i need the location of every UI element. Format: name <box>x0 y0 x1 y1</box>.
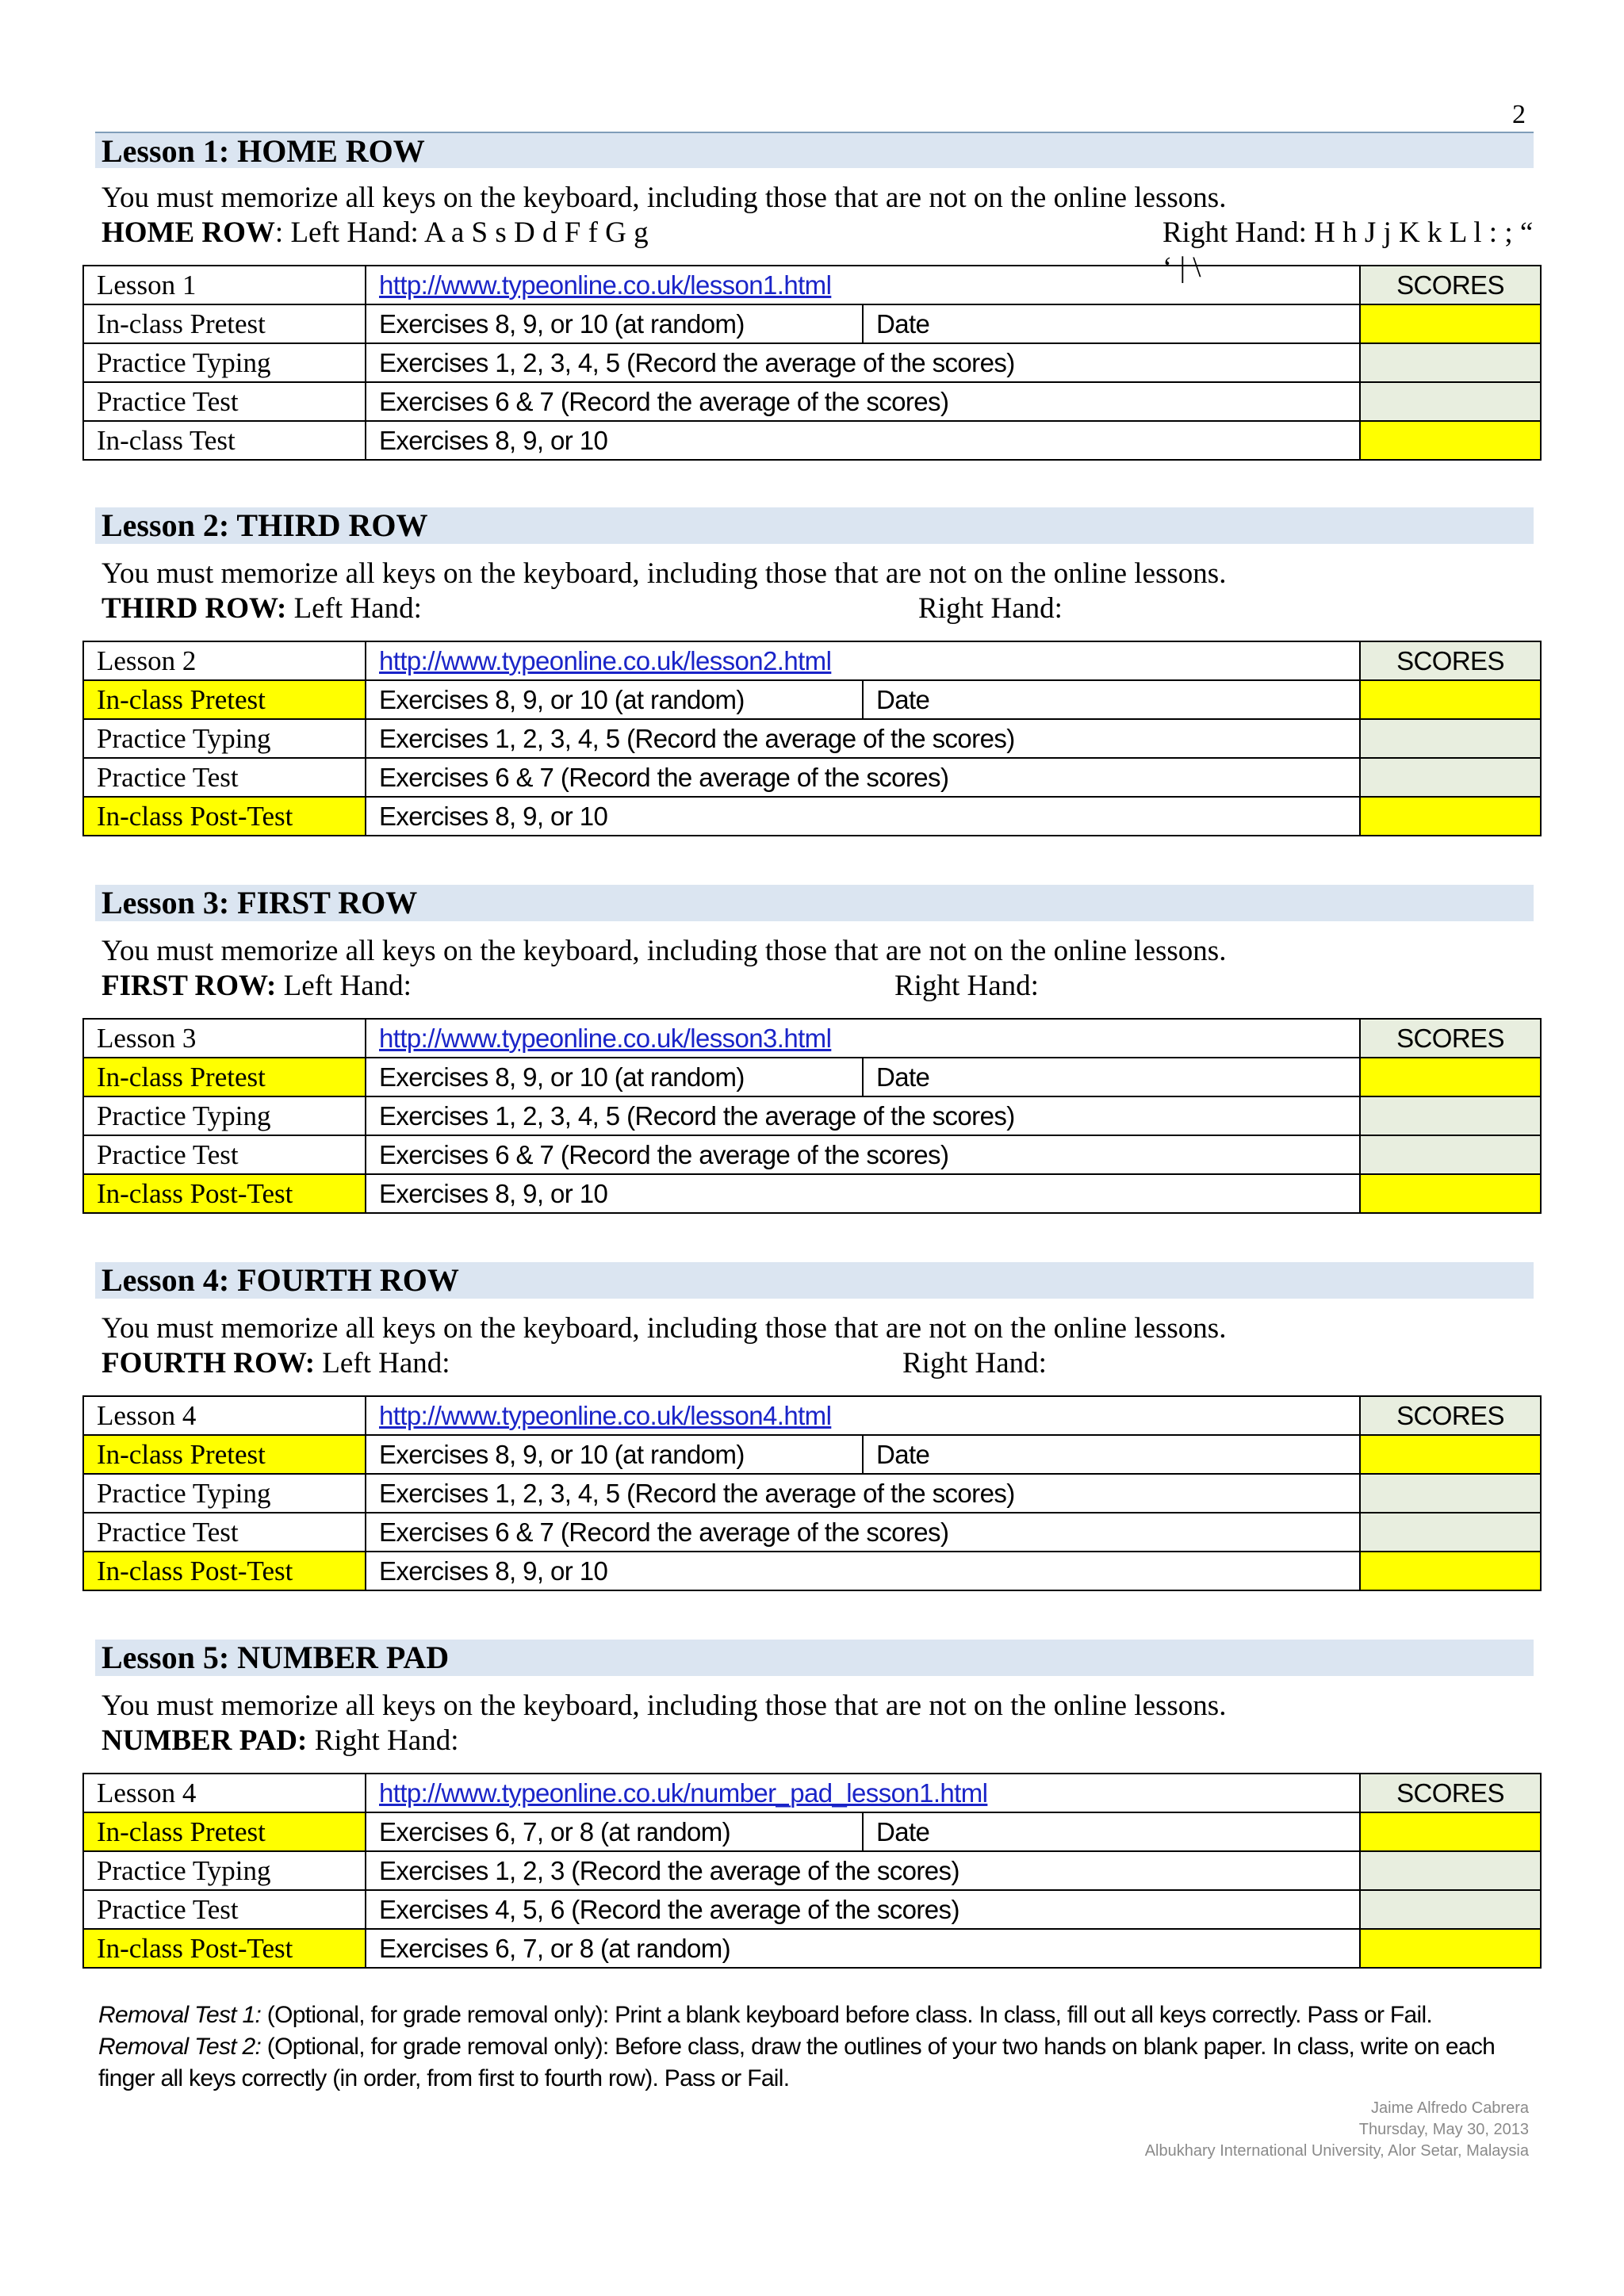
lesson-3-section <box>82 885 1542 1214</box>
right-hand-keys: Right Hand: <box>307 1724 459 1757</box>
row-label-cell: In-class Test <box>83 421 366 460</box>
row-label-cell: Practice Typing <box>83 1851 366 1890</box>
row-label-cell: In-class Pretest <box>83 304 366 343</box>
left-hand-keys: Left Hand: <box>286 592 422 625</box>
footer-author: Jaime Alfredo Cabrera <box>1371 2099 1529 2117</box>
score-input-cell[interactable] <box>1360 797 1541 836</box>
footer-date: Thursday, May 30, 2013 <box>1358 2121 1529 2138</box>
row-label-cell: Practice Typing <box>83 1474 366 1513</box>
lesson-name-cell: Lesson 1 <box>83 266 366 304</box>
date-cell[interactable]: Date <box>863 304 1360 343</box>
exercise-cell: Exercises 8, 9, or 10 <box>366 1174 1360 1213</box>
date-cell[interactable]: Date <box>863 680 1360 719</box>
table-row <box>83 641 1541 680</box>
row-label-cell: Practice Test <box>83 1513 366 1552</box>
table-row <box>83 758 1541 797</box>
hand-keys-line <box>102 1724 1542 1758</box>
intro-text: You must memorize all keys on the keyboard, including those that are not on the online lessons. <box>102 1689 1227 1722</box>
exercise-cell: Exercises 8, 9, or 10 (at random) <box>366 1058 863 1096</box>
hand-keys-line <box>102 969 1542 1004</box>
row-label-cell: In-class Post-Test <box>83 797 366 836</box>
table-row <box>83 1552 1541 1590</box>
score-input-cell[interactable] <box>1360 1929 1541 1968</box>
right-hand-keys: Right Hand: H h J j K k L l : ; “ ‘ | \ <box>1162 216 1534 284</box>
table-row <box>83 680 1541 719</box>
row-label: FIRST ROW: <box>102 970 277 1002</box>
table-row <box>83 1096 1541 1135</box>
exercise-cell: Exercises 6, 7, or 8 (at random) <box>366 1929 1360 1968</box>
table-row <box>83 1396 1541 1435</box>
left-hand-keys: Left Hand: <box>315 1347 450 1380</box>
footer-institution: Albukhary International University, Alor Setar, Malaysia <box>1144 2142 1529 2160</box>
table-row <box>83 1474 1541 1513</box>
lesson-name-cell: Lesson 3 <box>83 1019 366 1058</box>
lesson-4-link[interactable]: http://www.typeonline.co.uk/lesson4.html <box>379 1400 832 1430</box>
row-label-cell: In-class Pretest <box>83 1812 366 1851</box>
table-row <box>83 1774 1541 1812</box>
exercise-cell: Exercises 8, 9, or 10 (at random) <box>366 304 863 343</box>
score-input-cell[interactable] <box>1360 758 1541 797</box>
lesson-5-link[interactable]: http://www.typeonline.co.uk/number_pad_lesson1.html <box>379 1777 988 1808</box>
lesson-1-table <box>82 265 1542 461</box>
intro-text: You must memorize all keys on the keyboard, including those that are not on the online lessons. <box>102 182 1227 214</box>
lesson-1-section <box>82 132 1542 461</box>
table-row <box>83 1513 1541 1552</box>
lesson-3-link[interactable]: http://www.typeonline.co.uk/lesson3.html <box>379 1023 832 1053</box>
table-row <box>83 304 1541 343</box>
date-cell[interactable]: Date <box>863 1812 1360 1851</box>
row-label-cell: Practice Typing <box>83 1096 366 1135</box>
lesson-4-section <box>82 1262 1542 1591</box>
exercise-cell: Exercises 1, 2, 3 (Record the average of the scores) <box>366 1851 1360 1890</box>
exercise-cell: Exercises 6 & 7 (Record the average of the scores) <box>366 1135 1360 1174</box>
lesson-5-section <box>82 1640 1542 1969</box>
removal-test-1-text: (Optional, for grade removal only): Print a blank keyboard before class. In class, fill out all keys correctly. Pass or Fail. <box>261 2002 1433 2028</box>
lesson-name-cell: Lesson 4 <box>83 1774 366 1812</box>
removal-test-1-label: Removal Test 1: <box>98 2002 262 2028</box>
lesson-3-table <box>82 1018 1542 1214</box>
table-row <box>83 1812 1541 1851</box>
table-row <box>83 1135 1541 1174</box>
score-input-cell[interactable] <box>1360 421 1541 460</box>
intro-text: You must memorize all keys on the keyboard, including those that are not on the online lessons. <box>102 935 1227 967</box>
score-input-cell[interactable] <box>1360 343 1541 382</box>
intro-text: You must memorize all keys on the keyboard, including those that are not on the online lessons. <box>102 1312 1227 1345</box>
exercise-cell: Exercises 6, 7, or 8 (at random) <box>366 1812 863 1851</box>
left-hand-keys: Left Hand: <box>276 970 412 1002</box>
hand-keys-line <box>102 1346 1542 1381</box>
table-row <box>83 797 1541 836</box>
exercise-cell: Exercises 1, 2, 3, 4, 5 (Record the average of the scores) <box>366 343 1360 382</box>
scores-header: SCORES <box>1360 1774 1541 1812</box>
lesson-5-table <box>82 1773 1542 1969</box>
score-input-cell[interactable] <box>1360 382 1541 421</box>
table-row <box>83 1851 1541 1890</box>
lesson-heading: Lesson 3: FIRST ROW <box>95 885 1534 921</box>
lesson-name-cell: Lesson 4 <box>83 1396 366 1435</box>
score-input-cell[interactable] <box>1360 680 1541 719</box>
intro-text: You must memorize all keys on the keyboard, including those that are not on the online lessons. <box>102 557 1227 590</box>
lesson-name-cell: Lesson 2 <box>83 641 366 680</box>
row-label-cell: In-class Pretest <box>83 680 366 719</box>
score-input-cell[interactable] <box>1360 1135 1541 1174</box>
row-label-cell: Practice Typing <box>83 719 366 758</box>
table-row <box>83 1435 1541 1474</box>
removal-test-2-text: (Optional, for grade removal only): Before class, draw the outlines of your two hands on blank paper. In class, write on each finger all keys correctly (in order, from first to fourth row). Pass or Fail. <box>98 2034 1496 2091</box>
lesson-url-cell <box>366 1396 1360 1435</box>
row-label: NUMBER PAD: <box>102 1724 308 1757</box>
lesson-2-link[interactable]: http://www.typeonline.co.uk/lesson2.html <box>379 645 832 675</box>
score-input-cell[interactable] <box>1360 1474 1541 1513</box>
lesson-4-table <box>82 1395 1542 1591</box>
removal-test-1 <box>98 1999 1526 2031</box>
table-row <box>83 382 1541 421</box>
removal-test-2-label: Removal Test 2: <box>98 2034 262 2060</box>
lesson-heading: Lesson 4: FOURTH ROW <box>95 1262 1534 1299</box>
score-input-cell[interactable] <box>1360 1890 1541 1929</box>
removal-test-2 <box>98 2031 1526 2095</box>
table-row <box>83 1174 1541 1213</box>
lesson-2-section <box>82 507 1542 836</box>
lesson-heading: Lesson 1: HOME ROW <box>95 132 1534 168</box>
score-input-cell[interactable] <box>1360 1812 1541 1851</box>
lesson-url-cell <box>366 641 1360 680</box>
scores-header: SCORES <box>1360 641 1541 680</box>
row-label-cell: In-class Pretest <box>83 1058 366 1096</box>
date-cell[interactable]: Date <box>863 1435 1360 1474</box>
lesson-heading: Lesson 2: THIRD ROW <box>95 507 1534 544</box>
row-label-cell: In-class Post-Test <box>83 1929 366 1968</box>
row-label: HOME ROW <box>102 216 275 249</box>
removal-test-notes <box>98 1999 1526 2095</box>
lesson-url-cell <box>366 1019 1360 1058</box>
scores-header: SCORES <box>1360 1019 1541 1058</box>
exercise-cell: Exercises 1, 2, 3, 4, 5 (Record the average of the scores) <box>366 719 1360 758</box>
exercise-cell: Exercises 6 & 7 (Record the average of the scores) <box>366 758 1360 797</box>
table-row <box>83 1929 1541 1968</box>
row-label: THIRD ROW: <box>102 592 287 625</box>
exercise-cell: Exercises 1, 2, 3, 4, 5 (Record the average of the scores) <box>366 1474 1360 1513</box>
row-label-cell: Practice Test <box>83 382 366 421</box>
row-label-cell: In-class Pretest <box>83 1435 366 1474</box>
page-number: 2 <box>1512 100 1526 129</box>
score-input-cell[interactable] <box>1360 1552 1541 1590</box>
row-label-cell: Practice Test <box>83 1890 366 1929</box>
exercise-cell: Exercises 6 & 7 (Record the average of the scores) <box>366 382 1360 421</box>
score-input-cell[interactable] <box>1360 1851 1541 1890</box>
exercise-cell: Exercises 8, 9, or 10 <box>366 421 1360 460</box>
score-input-cell[interactable] <box>1360 719 1541 758</box>
footer <box>1145 2098 1529 2162</box>
row-label-cell: In-class Post-Test <box>83 1174 366 1213</box>
score-input-cell[interactable] <box>1360 1174 1541 1213</box>
table-row <box>83 1058 1541 1096</box>
score-input-cell[interactable] <box>1360 304 1541 343</box>
exercise-cell: Exercises 1, 2, 3, 4, 5 (Record the average of the scores) <box>366 1096 1360 1135</box>
score-input-cell[interactable] <box>1360 1096 1541 1135</box>
scores-header: SCORES <box>1360 1396 1541 1435</box>
row-label-cell: Practice Test <box>83 1135 366 1174</box>
score-input-cell[interactable] <box>1360 1513 1541 1552</box>
exercise-cell: Exercises 4, 5, 6 (Record the average of the scores) <box>366 1890 1360 1929</box>
score-input-cell[interactable] <box>1360 1058 1541 1096</box>
table-row <box>83 343 1541 382</box>
right-hand-keys: Right Hand: <box>918 592 1063 625</box>
row-label: FOURTH ROW: <box>102 1347 316 1380</box>
score-input-cell[interactable] <box>1360 1435 1541 1474</box>
row-label-cell: In-class Post-Test <box>83 1552 366 1590</box>
row-label-cell: Practice Test <box>83 758 366 797</box>
exercise-cell: Exercises 8, 9, or 10 (at random) <box>366 1435 863 1474</box>
right-hand-keys: Right Hand: <box>894 970 1039 1002</box>
hand-keys-line <box>102 216 1542 284</box>
table-row <box>83 1019 1541 1058</box>
date-cell[interactable]: Date <box>863 1058 1360 1096</box>
exercise-cell: Exercises 8, 9, or 10 (at random) <box>366 680 863 719</box>
exercise-cell: Exercises 8, 9, or 10 <box>366 797 1360 836</box>
right-hand-keys: Right Hand: <box>902 1347 1047 1380</box>
scores-header: SCORES <box>1360 266 1541 304</box>
table-row <box>83 1890 1541 1929</box>
lesson-url-cell <box>366 1774 1360 1812</box>
lesson-1-link[interactable]: http://www.typeonline.co.uk/lesson1.html <box>379 270 832 300</box>
hand-keys-line <box>102 591 1542 626</box>
table-row <box>83 421 1541 460</box>
lesson-2-table <box>82 641 1542 836</box>
exercise-cell: Exercises 8, 9, or 10 <box>366 1552 1360 1590</box>
left-hand-keys: : Left Hand: A a S s D d F f G g <box>274 216 649 249</box>
lesson-heading: Lesson 5: NUMBER PAD <box>95 1640 1534 1676</box>
table-row <box>83 719 1541 758</box>
row-label-cell: Practice Typing <box>83 343 366 382</box>
exercise-cell: Exercises 6 & 7 (Record the average of the scores) <box>366 1513 1360 1552</box>
